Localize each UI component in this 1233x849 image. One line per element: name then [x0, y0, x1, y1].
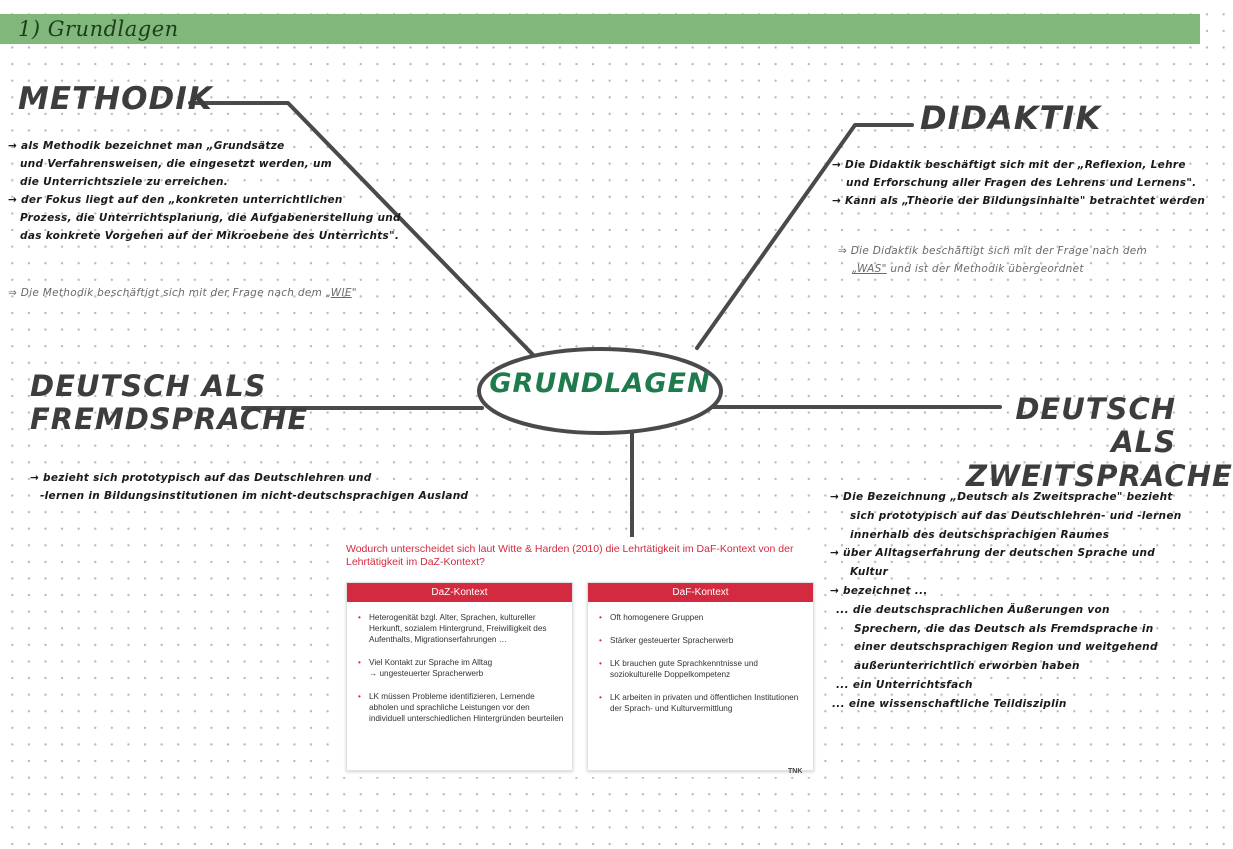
list-item-subtext: → ungesteuerter Spracherwerb	[369, 669, 484, 678]
list-item	[369, 657, 564, 679]
methodik-line: und Verfahrensweisen, die eingesetzt werden, um	[20, 158, 333, 170]
methodik-line: das konkrete Vorgehen auf der Mikroebene des Unterrichts".	[20, 230, 400, 242]
daf-notes	[30, 469, 468, 505]
daz-notes	[830, 488, 1182, 714]
page-title: 1) Grundlagen	[18, 17, 179, 41]
list-item: • LK brauchen gute Sprachkenntnisse und soziokulturelle Doppelkompetenz	[610, 658, 805, 680]
daz-line: ... eine wissenschaftliche Teildisziplin	[832, 697, 1067, 710]
list-item: • Heterogenität bzgl. Alter, Sprachen, kultureller Herkunft, sozialem Hintergrund, Freiwilligkeit des Aufenthalts, Migrationserfahrungen …	[369, 612, 564, 645]
daz-line: einer deutschsprachigen Region und weitgehend	[854, 641, 1158, 654]
methodik-summary	[8, 284, 357, 302]
daz-line: Sprechern, die das Deutsch als Fremdsprache in	[854, 622, 1154, 635]
daz-heading-line1: DEUTSCH ALS	[1015, 392, 1176, 460]
daz-line: → Die Bezeichnung „Deutsch als Zweitsprache" bezieht	[830, 491, 1173, 503]
methodik-line: → der Fokus liegt auf den „konkreten unterrichtlichen	[8, 194, 343, 206]
daf-line: → bezieht sich prototypisch auf das Deutschlehren und	[30, 472, 372, 484]
methodik-notes	[8, 137, 401, 245]
daz-line: außerunterrichtlich erworben haben	[854, 660, 1080, 673]
daz-context-title: DaZ-Kontext	[347, 583, 572, 602]
daz-line: sich prototypisch auf das Deutschlehren- und -lernen	[850, 509, 1182, 522]
didaktik-summary-rest: und ist der Methodik übergeordnet	[886, 263, 1084, 275]
daz-line: innerhalb des deutschsprachigen Raumes	[850, 528, 1110, 541]
daf-heading-line2: FREMDSPRACHE	[30, 402, 309, 437]
daz-heading	[966, 392, 1233, 493]
didaktik-line: → Kann als „Theorie der Bildungsinhalte" betrachtet werden	[832, 195, 1206, 207]
daf-context-list	[588, 602, 813, 714]
daf-context-title: DaF-Kontext	[588, 583, 813, 602]
lecture-slide	[338, 537, 822, 777]
daz-line: ... ein Unterrichtsfach	[836, 678, 973, 691]
methodik-line: Prozess, die Unterrichtsplanung, die Aufgabenerstellung und	[20, 212, 401, 224]
daf-heading-line1: DEUTSCH ALS	[30, 369, 267, 403]
didaktik-heading: DIDAKTIK	[920, 99, 1102, 137]
methodik-summary-key: WIE	[330, 287, 352, 299]
list-item: • Oft homogenere Gruppen	[610, 612, 805, 623]
methodik-summary-text: ⇒ Die Methodik beschäftigt sich mit der Frage nach dem „	[8, 287, 331, 299]
didaktik-line: → Die Didaktik beschäftigt sich mit der „Reflexion, Lehre	[832, 159, 1186, 171]
didaktik-summary-line2	[838, 260, 1147, 278]
list-item: • LK arbeiten in privaten und öffentlichen Institutionen der Sprach- und Kulturvermittlung	[610, 692, 805, 714]
slide-logo: TNK	[788, 768, 803, 775]
list-item: • Stärker gesteuerter Spracherwerb	[610, 635, 805, 646]
daz-line: Kultur	[850, 566, 889, 579]
didaktik-notes	[832, 156, 1205, 210]
daz-context-list	[347, 602, 572, 724]
daz-heading-line2: ZWEITSPRACHE	[966, 458, 1233, 493]
didaktik-line: und Erforschung aller Fragen des Lehrens und Lernens".	[846, 177, 1197, 189]
didaktik-summary-key: „WAS"	[852, 263, 887, 275]
daz-line: ... die deutschsprachlichen Äußerungen von	[836, 603, 1110, 616]
didaktik-summary-line1: ⇒ Die Didaktik beschäftigt sich mit der Frage nach dem	[838, 245, 1148, 257]
daf-line: -lernen in Bildungsinstitutionen im nicht-deutschsprachigen Ausland	[40, 490, 469, 502]
methodik-line: die Unterrichtsziele zu erreichen.	[20, 176, 229, 188]
didaktik-summary	[838, 242, 1147, 278]
daf-context-panel	[587, 582, 814, 771]
slide-question: Wodurch unterscheidet sich laut Witte & Harden (2010) die Lehrtätigkeit im DaF-Kontext von der Lehrtätigkeit im DaZ-Kontext?	[346, 543, 794, 568]
center-title: GRUNDLAGEN	[489, 368, 711, 399]
list-item: • LK müssen Probleme identifizieren, Lernende abholen und sprachliche Leistungen vor den individuell unterschiedlichen Hintergründen beurteilen	[369, 691, 564, 724]
daz-line: → über Alltagserfahrung der deutschen Sprache und	[830, 547, 1156, 560]
daz-line: → bezeichnet ...	[830, 584, 928, 597]
daz-context-panel	[346, 582, 573, 771]
list-item-text: Viel Kontakt zur Sprache im Alltag	[369, 658, 493, 667]
methodik-summary-end: "	[351, 287, 357, 299]
methodik-heading: METHODIK	[18, 81, 213, 117]
methodik-line: → als Methodik bezeichnet man „Grundsätze	[8, 140, 285, 152]
daf-heading	[30, 370, 308, 437]
